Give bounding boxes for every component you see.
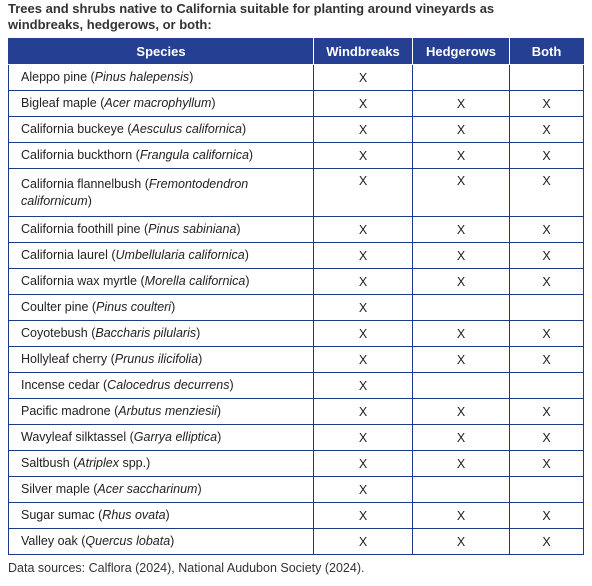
hedgerows-cell: X (413, 347, 510, 373)
table-row (9, 373, 584, 399)
windbreaks-cell: X (314, 143, 413, 169)
scientific-name: Pinus halepensis (94, 70, 190, 84)
hedgerows-cell: X (413, 117, 510, 143)
common-name: California flannelbush (21, 176, 142, 191)
table-row (9, 399, 584, 425)
table-row (9, 143, 584, 169)
table-row (9, 321, 584, 347)
common-name: Saltbush (21, 456, 70, 470)
windbreaks-cell: X (314, 477, 413, 503)
species-cell: Wavyleaf silktassel (Garrya elliptica) (9, 425, 314, 451)
windbreaks-cell: X (314, 217, 413, 243)
species-cell: Coulter pine (Pinus coulteri) (9, 295, 314, 321)
species-cell: Valley oak (Quercus lobata) (9, 529, 314, 555)
species-table (8, 38, 584, 555)
scientific-name: Aesculus californica (131, 122, 242, 136)
species-cell: Hollyleaf cherry (Prunus ilicifolia) (9, 347, 314, 373)
hedgerows-cell: X (413, 91, 510, 117)
hedgerows-cell: X (413, 217, 510, 243)
table-row (9, 451, 584, 477)
hedgerows-cell: X (413, 169, 510, 217)
common-name: Coulter pine (21, 300, 89, 314)
windbreaks-cell: X (314, 373, 413, 399)
both-cell: X (510, 169, 584, 217)
header-both: Both (510, 39, 584, 65)
common-name: California buckthorn (21, 148, 133, 162)
both-cell (510, 65, 584, 91)
table-row (9, 169, 584, 217)
table-row (9, 295, 584, 321)
windbreaks-cell: X (314, 321, 413, 347)
common-name: California buckeye (21, 122, 124, 136)
both-cell: X (510, 243, 584, 269)
both-cell: X (510, 321, 584, 347)
scientific-name: Baccharis pilularis (95, 326, 197, 340)
hedgerows-cell (413, 477, 510, 503)
common-name: Aleppo pine (21, 70, 88, 84)
hedgerows-cell (413, 295, 510, 321)
table-row (9, 217, 584, 243)
common-name: Pacific madrone (21, 404, 111, 418)
table-row (9, 503, 584, 529)
common-name: California wax myrtle (21, 274, 138, 288)
scientific-name: Prunus ilicifolia (114, 352, 199, 366)
hedgerows-cell: X (413, 425, 510, 451)
common-name: Incense cedar (21, 378, 100, 392)
common-name: California foothill pine (21, 222, 141, 236)
species-cell: Saltbush (Atriplex spp.) (9, 451, 314, 477)
both-cell: X (510, 217, 584, 243)
name-suffix: spp. (118, 456, 147, 470)
hedgerows-cell: X (413, 143, 510, 169)
both-cell: X (510, 143, 584, 169)
table-body (9, 65, 584, 555)
scientific-name: Fremontodendron californicum (21, 176, 249, 208)
species-cell: California laurel (Umbellularia californica) (9, 243, 314, 269)
windbreaks-cell: X (314, 91, 413, 117)
both-cell: X (510, 451, 584, 477)
table-row (9, 269, 584, 295)
windbreaks-cell: X (314, 529, 413, 555)
common-name: Wavyleaf silktassel (21, 430, 127, 444)
hedgerows-cell: X (413, 399, 510, 425)
both-cell: X (510, 117, 584, 143)
hedgerows-cell (413, 65, 510, 91)
hedgerows-cell: X (413, 321, 510, 347)
table-row (9, 117, 584, 143)
hedgerows-cell: X (413, 451, 510, 477)
species-cell: California foothill pine (Pinus sabiniana) (9, 217, 314, 243)
species-cell: Coyotebush (Baccharis pilularis) (9, 321, 314, 347)
scientific-name: Garrya elliptica (133, 430, 218, 444)
windbreaks-cell: X (314, 503, 413, 529)
table-row (9, 529, 584, 555)
table-row (9, 347, 584, 373)
species-cell: Silver maple (Acer saccharinum) (9, 477, 314, 503)
table-row (9, 243, 584, 269)
windbreaks-cell: X (314, 169, 413, 217)
species-cell: California wax myrtle (Morella californica) (9, 269, 314, 295)
species-cell: California buckeye (Aesculus californica) (9, 117, 314, 143)
scientific-name: Umbellularia californica (115, 248, 245, 262)
scientific-name: Calocedrus decurrens (107, 378, 230, 392)
both-cell: X (510, 347, 584, 373)
windbreaks-cell: X (314, 117, 413, 143)
common-name: Silver maple (21, 482, 90, 496)
scientific-name: Acer macrophyllum (104, 96, 212, 110)
both-cell: X (510, 503, 584, 529)
species-cell: Sugar sumac (Rhus ovata) (9, 503, 314, 529)
both-cell: X (510, 425, 584, 451)
windbreaks-cell: X (314, 425, 413, 451)
windbreaks-cell: X (314, 243, 413, 269)
hedgerows-cell (413, 373, 510, 399)
species-cell: Incense cedar (Calocedrus decurrens) (9, 373, 314, 399)
header-species: Species (9, 39, 314, 65)
windbreaks-cell: X (314, 269, 413, 295)
table-row (9, 65, 584, 91)
windbreaks-cell: X (314, 399, 413, 425)
table-row (9, 477, 584, 503)
both-cell: X (510, 399, 584, 425)
header-row (9, 39, 584, 65)
common-name: Bigleaf maple (21, 96, 97, 110)
scientific-name: Atriplex (77, 456, 119, 470)
common-name: Valley oak (21, 534, 78, 548)
windbreaks-cell: X (314, 65, 413, 91)
hedgerows-cell: X (413, 529, 510, 555)
common-name: Sugar sumac (21, 508, 95, 522)
common-name: California laurel (21, 248, 108, 262)
common-name: Hollyleaf cherry (21, 352, 108, 366)
table-row (9, 91, 584, 117)
common-name: Coyotebush (21, 326, 88, 340)
table-caption: Trees and shrubs native to California suitable for planting around vineyards as windbreaks, hedgerows, or both: (8, 1, 495, 32)
both-cell (510, 477, 584, 503)
scientific-name: Pinus coulteri (96, 300, 172, 314)
windbreaks-cell: X (314, 347, 413, 373)
both-cell (510, 373, 584, 399)
species-cell: California flannelbush (Fremontodendron californicum) (9, 169, 314, 217)
scientific-name: Pinus sabiniana (148, 222, 237, 236)
hedgerows-cell: X (413, 243, 510, 269)
both-cell: X (510, 269, 584, 295)
windbreaks-cell: X (314, 451, 413, 477)
scientific-name: Arbutus menziesii (118, 404, 217, 418)
species-cell: California buckthorn (Frangula californica) (9, 143, 314, 169)
both-cell: X (510, 91, 584, 117)
header-hedgerows: Hedgerows (413, 39, 510, 65)
scientific-name: Frangula californica (139, 148, 249, 162)
table-row (9, 425, 584, 451)
both-cell: X (510, 529, 584, 555)
species-cell: Aleppo pine (Pinus halepensis) (9, 65, 314, 91)
header-windbreaks: Windbreaks (314, 39, 413, 65)
hedgerows-cell: X (413, 503, 510, 529)
data-sources-note: Data sources: Calflora (2024), National Audubon Society (2024). (8, 561, 365, 575)
scientific-name: Acer saccharinum (97, 482, 198, 496)
windbreaks-cell: X (314, 295, 413, 321)
species-cell: Pacific madrone (Arbutus menziesii) (9, 399, 314, 425)
hedgerows-cell: X (413, 269, 510, 295)
scientific-name: Quercus lobata (85, 534, 171, 548)
both-cell (510, 295, 584, 321)
scientific-name: Morella californica (144, 274, 246, 288)
species-cell: Bigleaf maple (Acer macrophyllum) (9, 91, 314, 117)
scientific-name: Rhus ovata (102, 508, 166, 522)
